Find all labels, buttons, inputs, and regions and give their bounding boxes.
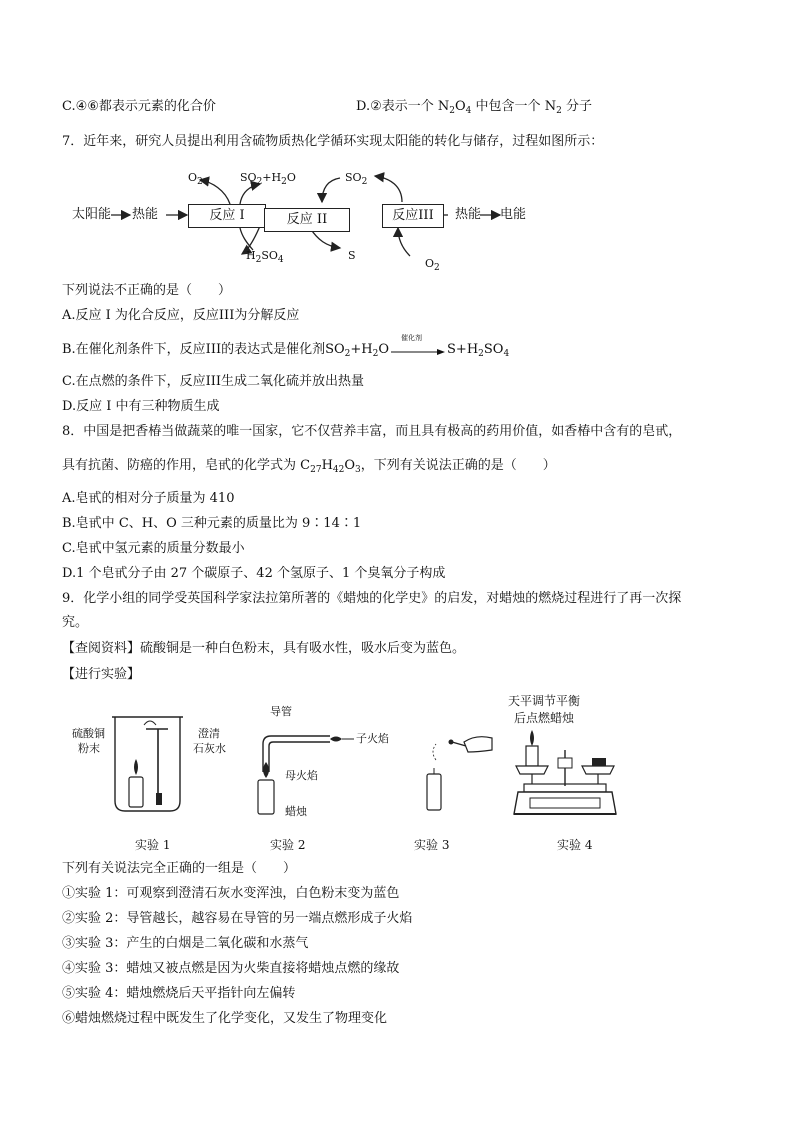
heat-energy-label: 热能 bbox=[132, 207, 159, 222]
q7-option-a: A.反应 I 为化合反应，反应III为分解反应 bbox=[62, 308, 300, 323]
experiment-1-beaker-candle bbox=[110, 715, 185, 815]
exp2-candle-label: 蜡烛 bbox=[285, 805, 307, 818]
exp2-mother-flame-label: 母火焰 bbox=[285, 769, 318, 782]
heat-energy-2-label: 热能 bbox=[455, 207, 482, 222]
q8-option-c: C.皂甙中氢元素的质量分数最小 bbox=[62, 541, 245, 556]
h2so4-label: $H_2SO_4$ bbox=[246, 249, 284, 265]
q9-statement-5: ⑤实验 4：蜡烛燃烧后天平指针向左偏转 bbox=[62, 986, 296, 1001]
q9-question: 下列有关说法完全正确的一组是（ ） bbox=[62, 861, 297, 876]
q9-statement-1: ①实验 1：可观察到澄清石灰水变浑浊，白色粉末变为蓝色 bbox=[62, 886, 400, 901]
q8-stem-line1: 8．中国是把香椿当做蔬菜的唯一国家，它不仅营养丰富，而且具有极高的药用价值，如香椿中含有的皂甙， bbox=[62, 424, 682, 439]
exp4-title-line1: 天平调节平衡 bbox=[508, 694, 581, 708]
caption-exp1: 实验 1 bbox=[135, 838, 171, 852]
experiment-3-match-candle bbox=[416, 730, 496, 814]
q9-stem-line2: 究。 bbox=[62, 615, 89, 630]
q7-option-d: D.反应 I 中有三种物质生成 bbox=[62, 399, 220, 414]
q9-reference: 【查阅资料】硫酸铜是一种白色粉末，具有吸水性，吸水后变为蓝色。 bbox=[62, 641, 466, 656]
exp4-title-line2: 后点燃蜡烛 bbox=[514, 711, 575, 725]
exp1-limewater-label-2: 石灰水 bbox=[193, 742, 226, 755]
q7-option-c: C.在点燃的条件下，反应III生成二氧化硫并放出热量 bbox=[62, 374, 365, 389]
so2-top-label: $SO_2$ bbox=[345, 171, 368, 187]
q8-option-d: D.1 个皂甙分子由 27 个碳原子、42 个氢原子、1 个臭氧分子构成 bbox=[62, 566, 446, 581]
experiment-4-balance bbox=[510, 730, 620, 830]
caption-exp4: 实验 4 bbox=[557, 838, 593, 852]
catalyst-arrow: 催化剂 bbox=[389, 343, 447, 357]
q7-option-b: B.在催化剂条件下，反应III的表达式是催化剂$SO_2+H_2O$ 催化剂 $S+H_2SO_4$ bbox=[62, 333, 510, 359]
sulfur-label: S bbox=[348, 249, 356, 262]
sun-energy-label: 太阳能 bbox=[72, 207, 112, 222]
electric-energy-label: 电能 bbox=[500, 207, 527, 222]
q9-statement-3: ③实验 3：产生的白烟是二氧化碳和水蒸气 bbox=[62, 936, 309, 951]
q9-statement-6: ⑥蜡烛燃烧过程中既发生了化学变化，又发生了物理变化 bbox=[62, 1011, 388, 1026]
o2-bottom-label: $O_2$ bbox=[425, 257, 440, 273]
q7-question: 下列说法不正确的是（ ） bbox=[62, 283, 232, 298]
q7-stem: 7．近年来，研究人员提出利用含硫物质热化学循环实现太阳能的转化与储存，过程如图所示： bbox=[62, 134, 604, 149]
reaction-2-box: 反应 II bbox=[264, 208, 350, 232]
q9-experiment-title: 【进行实验】 bbox=[62, 667, 141, 682]
q8-stem-line2: 具有抗菌、防癌的作用，皂甙的化学式为 $C_{27}H_{42}O_3$，下列有关说法正确的是（ ） bbox=[62, 458, 556, 475]
q9-stem-line1: 9．化学小组的同学受英国科学家法拉第所著的《蜡烛的化学史》的启发，对蜡烛的燃烧过程进行了再一次探 bbox=[62, 591, 682, 606]
q8-option-b: B.皂甙中 C、H、O 三种元素的质量比为 9∶14∶1 bbox=[62, 516, 362, 531]
q8-option-a: A.皂甙的相对分子质量为 410 bbox=[62, 491, 235, 506]
exp2-tube-label: 导管 bbox=[270, 705, 292, 718]
q9-statement-2: ②实验 2：导管越长，越容易在导管的另一端点燃形成子火焰 bbox=[62, 911, 413, 926]
so2-h2o-label: $SO_2+H_2O$ bbox=[240, 171, 296, 187]
caption-exp3: 实验 3 bbox=[414, 838, 450, 852]
exp2-child-flame-label: 子火焰 bbox=[356, 732, 389, 745]
exp1-limewater-label-1: 澄清 bbox=[198, 727, 220, 740]
q6-option-d: D.②表示一个 $N_2O_4$ 中包含一个 $N_2$ 分子 bbox=[356, 99, 592, 116]
q9-statement-4: ④实验 3：蜡烛又被点燃是因为火柴直接将蜡烛点燃的缘故 bbox=[62, 961, 400, 976]
reaction-1-box: 反应 I bbox=[188, 204, 266, 228]
q6-option-c: C.④⑥都表示元素的化合价 bbox=[62, 99, 216, 114]
exp1-copper-sulfate-label-2: 粉末 bbox=[78, 742, 100, 755]
exp1-copper-sulfate-label-1: 硫酸铜 bbox=[72, 727, 105, 740]
caption-exp2: 实验 2 bbox=[270, 838, 306, 852]
o2-top-label: $O_2$ bbox=[188, 171, 203, 187]
reaction-3-box: 反应III bbox=[382, 204, 444, 228]
